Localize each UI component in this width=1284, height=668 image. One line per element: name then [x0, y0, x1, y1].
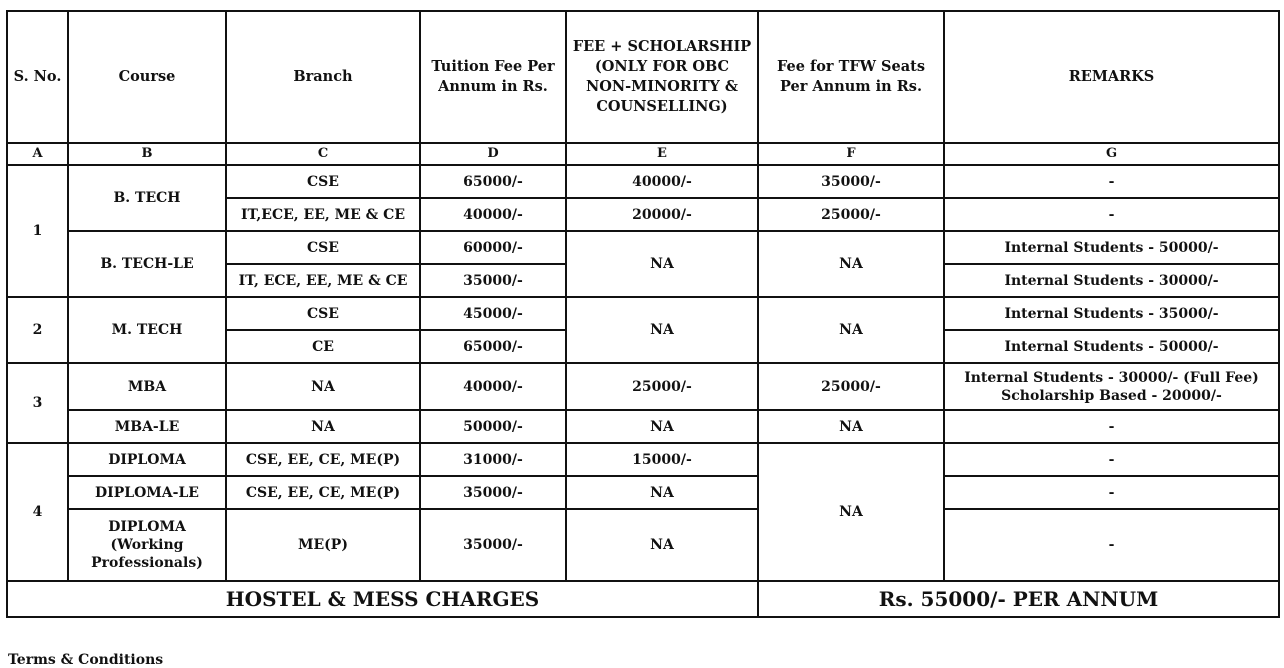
table-row	[7, 509, 1279, 581]
table-row	[7, 165, 1279, 198]
branch-cell: IT,ECE, EE, ME & CE	[226, 198, 420, 231]
remarks-cell: -	[944, 476, 1279, 509]
tuition-cell: 65000/-	[420, 165, 566, 198]
tuition-cell: 31000/-	[420, 443, 566, 476]
table-row	[7, 443, 1279, 476]
hostel-value: Rs. 55000/- PER ANNUM	[758, 581, 1279, 617]
remarks-cell: -	[944, 198, 1279, 231]
remarks-cell: -	[944, 165, 1279, 198]
scholarship-cell: 40000/-	[566, 165, 758, 198]
branch-cell: CSE	[226, 231, 420, 264]
course-cell: M. TECH	[68, 297, 226, 363]
scholarship-cell: NA	[566, 476, 758, 509]
tfw-cell: NA	[758, 410, 944, 443]
tuition-cell: 35000/-	[420, 476, 566, 509]
tuition-cell: 40000/-	[420, 198, 566, 231]
column-letter: B	[68, 143, 226, 165]
course-line: Professionals)	[91, 555, 203, 571]
header-remarks: REMARKS	[944, 11, 1279, 143]
course-line: (Working	[110, 537, 184, 553]
scholarship-cell: NA	[566, 410, 758, 443]
table-row	[7, 297, 1279, 330]
column-letter: E	[566, 143, 758, 165]
remarks-cell	[944, 363, 1279, 410]
fee-structure-table	[6, 10, 1280, 618]
terms-heading: Terms & Conditions	[8, 652, 164, 668]
tuition-cell: 50000/-	[420, 410, 566, 443]
table-row	[7, 363, 1279, 410]
remarks-cell: -	[944, 410, 1279, 443]
header-tfw: Fee for TFW Seats Per Annum in Rs.	[758, 11, 944, 143]
remarks-cell: -	[944, 443, 1279, 476]
course-cell: MBA	[68, 363, 226, 410]
scholarship-cell: 20000/-	[566, 198, 758, 231]
branch-cell: CSE, EE, CE, ME(P)	[226, 476, 420, 509]
tfw-cell: NA	[758, 443, 944, 581]
course-cell: MBA-LE	[68, 410, 226, 443]
branch-cell: IT, ECE, EE, ME & CE	[226, 264, 420, 297]
tfw-cell: 25000/-	[758, 198, 944, 231]
course-line: DIPLOMA	[108, 519, 186, 535]
tuition-cell: 40000/-	[420, 363, 566, 410]
branch-cell: CE	[226, 330, 420, 363]
header-row	[7, 11, 1279, 143]
sno-cell: 3	[7, 363, 68, 443]
tfw-cell: 35000/-	[758, 165, 944, 198]
remarks-cell: Internal Students - 50000/-	[944, 231, 1279, 264]
column-letter: F	[758, 143, 944, 165]
column-letter: D	[420, 143, 566, 165]
branch-cell: CSE	[226, 165, 420, 198]
table-row	[7, 476, 1279, 509]
scholarship-cell: NA	[566, 297, 758, 363]
header-tuition: Tuition Fee Per Annum in Rs.	[420, 11, 566, 143]
header-sno: S. No.	[7, 11, 68, 143]
column-letter-row	[7, 143, 1279, 165]
header-branch: Branch	[226, 11, 420, 143]
scholarship-cell: NA	[566, 231, 758, 297]
tuition-cell: 35000/-	[420, 264, 566, 297]
table-row	[7, 231, 1279, 264]
branch-cell: ME(P)	[226, 509, 420, 581]
column-letter: C	[226, 143, 420, 165]
header-scholarship: FEE + SCHOLARSHIP (ONLY FOR OBC NON-MINORITY & COUNSELLING)	[566, 11, 758, 143]
remarks-cell: -	[944, 509, 1279, 581]
tuition-cell: 45000/-	[420, 297, 566, 330]
course-cell: DIPLOMA-LE	[68, 476, 226, 509]
sno-cell: 4	[7, 443, 68, 581]
tfw-cell: NA	[758, 297, 944, 363]
header-course: Course	[68, 11, 226, 143]
tuition-cell: 65000/-	[420, 330, 566, 363]
tuition-cell: 35000/-	[420, 509, 566, 581]
branch-cell: CSE, EE, CE, ME(P)	[226, 443, 420, 476]
scholarship-cell: 15000/-	[566, 443, 758, 476]
course-cell: B. TECH	[68, 165, 226, 231]
course-cell: DIPLOMA	[68, 443, 226, 476]
branch-cell: NA	[226, 410, 420, 443]
remarks-cell: Internal Students - 50000/-	[944, 330, 1279, 363]
scholarship-cell: 25000/-	[566, 363, 758, 410]
remarks-cell: Internal Students - 30000/-	[944, 264, 1279, 297]
branch-cell: CSE	[226, 297, 420, 330]
sno-cell: 2	[7, 297, 68, 363]
scholarship-cell: NA	[566, 509, 758, 581]
course-cell	[68, 509, 226, 581]
remarks-line: Internal Students - 30000/- (Full Fee)	[964, 369, 1259, 386]
tfw-cell: 25000/-	[758, 363, 944, 410]
hostel-row	[7, 581, 1279, 617]
tfw-cell: NA	[758, 231, 944, 297]
remarks-line: Scholarship Based - 20000/-	[1001, 387, 1222, 404]
hostel-label: HOSTEL & MESS CHARGES	[7, 581, 758, 617]
branch-cell: NA	[226, 363, 420, 410]
column-letter: A	[7, 143, 68, 165]
column-letter: G	[944, 143, 1279, 165]
tuition-cell: 60000/-	[420, 231, 566, 264]
course-cell: B. TECH-LE	[68, 231, 226, 297]
sno-cell: 1	[7, 165, 68, 297]
table-row	[7, 410, 1279, 443]
remarks-cell: Internal Students - 35000/-	[944, 297, 1279, 330]
